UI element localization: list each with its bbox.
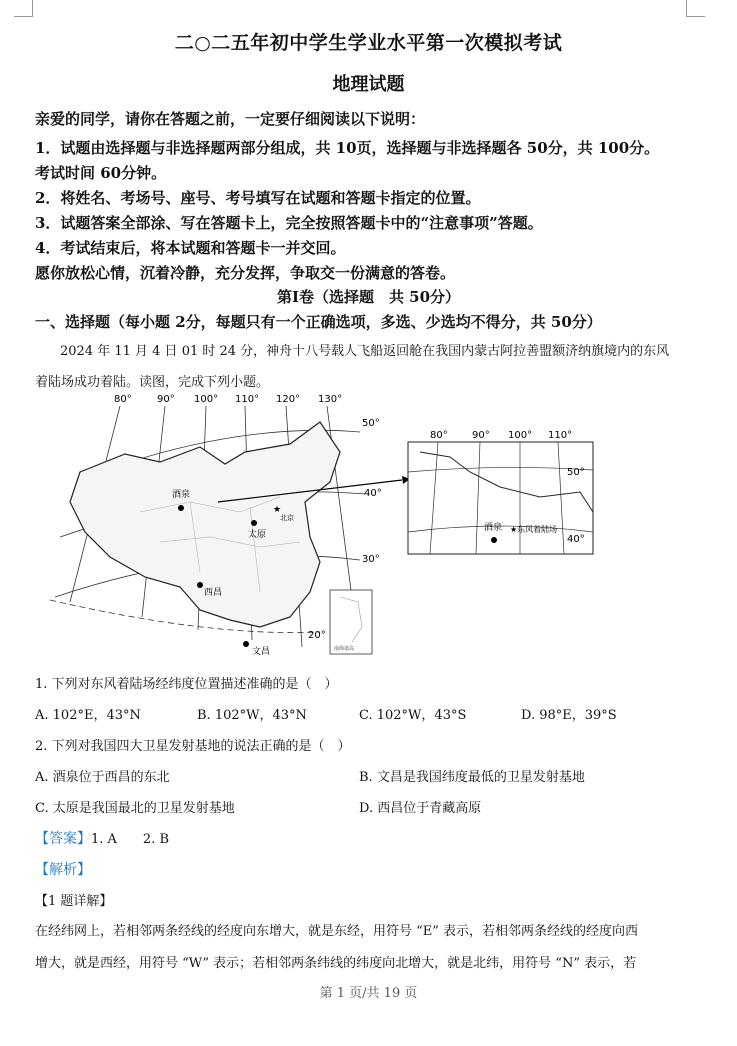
wenchang-dot	[243, 641, 249, 647]
lon-label-90: 90°	[157, 394, 175, 405]
analysis-line-2: 增大，就是西经，用符号 “W” 表示；若相邻两条纬线的纬度向北增大，就是北纬，用符号 “N” 表示，若	[35, 956, 637, 971]
zoom-lon-90: 90°	[472, 430, 490, 441]
xichang-dot	[197, 582, 203, 588]
zoom-box	[408, 442, 593, 554]
zoom-lon-110: 110°	[548, 430, 573, 441]
lat-label-40: 40°	[364, 488, 382, 499]
zoom-lat-50: 50°	[567, 467, 585, 478]
lon-label-100: 100°	[194, 394, 219, 405]
inset-title: 南海诸岛	[334, 646, 355, 652]
q1-option-a: A. 102°E，43°N	[35, 708, 141, 723]
passage-line-1: 2024 年 11 月 4 日 01 时 24 分，神舟十八号载人飞船返回舱在我国内蒙古阿拉善盟额济纳旗境内的东风	[60, 344, 670, 359]
instruction-4: 4．考试结束后，将本试题和答题卡一并交回。	[35, 239, 346, 257]
lat-label-50: 50°	[362, 418, 380, 429]
lat-label-20: 20°	[308, 630, 326, 641]
q2-option-b: B. 文昌是我国纬度最低的卫星发射基地	[359, 770, 585, 785]
city-xichang: 西昌	[204, 588, 223, 598]
lon-label-80: 80°	[114, 394, 132, 405]
jiuquan-dot	[178, 505, 184, 511]
q2-option-c: C. 太原是我国最北的卫星发射基地	[35, 801, 235, 816]
answer-label: 【答案】	[35, 831, 91, 847]
q1-stem: 1. 下列对东风着陆场经纬度位置描述准确的是（ ）	[35, 677, 338, 692]
lon-label-130: 130°	[318, 394, 343, 405]
exam-subtitle: 地理试题	[332, 74, 405, 95]
beijing-star-icon: ★	[273, 505, 282, 515]
page-footer: 第 1 页/共 19 页	[319, 986, 418, 1001]
zoom-lon-100: 100°	[508, 430, 533, 441]
wish-text: 愿你放松心情，沉着冷静，充分发挥，争取交一份满意的答卷。	[35, 264, 456, 282]
zoom-lon-80: 80°	[430, 430, 448, 441]
analysis-label: 【解析】	[35, 862, 91, 878]
lat-label-30: 30°	[362, 554, 380, 565]
city-wenchang: 文昌	[252, 647, 271, 657]
answer-value: 1. A 2. B	[91, 832, 170, 847]
taiyuan-dot	[251, 520, 257, 526]
q1-option-d: D. 98°E，39°S	[521, 708, 617, 723]
section-heading: 第Ⅰ卷（选择题 共 50分）	[276, 288, 461, 306]
instruction-3: 3．试题答案全部涂、写在答题卡上，完全按照答题卡中的“注意事项”答题。	[35, 214, 543, 232]
zoom-city-jiuquan: 酒泉	[484, 523, 503, 533]
q1-option-c: C. 102°W，43°S	[359, 708, 467, 723]
corner-mark-right	[686, 0, 705, 17]
zoom-jiuquan-dot	[491, 537, 497, 543]
lon-label-120: 120°	[276, 394, 301, 405]
q2-option-d: D. 西昌位于青藏高原	[359, 801, 482, 816]
analysis-line-1: 在经纬网上，若相邻两条经线的经度向东增大，就是东经，用符号 “E” 表示，若相邻两条经线的经度向西	[35, 924, 639, 939]
intro-text: 亲爱的同学，请你在答题之前，一定要仔细阅读以下说明：	[35, 110, 426, 128]
detail-label: 【1 题详解】	[35, 894, 113, 909]
q2-option-a: A. 酒泉位于西昌的东北	[35, 770, 170, 785]
city-jiuquan: 酒泉	[172, 490, 191, 500]
q2-stem: 2. 下列对我国四大卫星发射基地的说法正确的是（ ）	[35, 739, 351, 754]
instruction-1b: 考试时间 60分钟。	[35, 164, 167, 182]
china-map-figure	[40, 392, 600, 662]
lon-label-110: 110°	[235, 394, 260, 405]
city-beijing: 北京	[280, 514, 294, 522]
zoom-lat-40: 40°	[567, 534, 585, 545]
corner-mark-left	[14, 0, 33, 17]
passage-line-2: 着陆场成功着陆。读图，完成下列小题。	[35, 375, 270, 390]
instruction-1a: 1．试题由选择题与非选择题两部分组成，共 10页，选择题与非选择题各 50分，共 100分。	[35, 139, 660, 157]
instruction-2: 2．将姓名、考场号、座号、考号填写在试题和答题卡指定的位置。	[35, 189, 481, 207]
city-taiyuan: 太原	[248, 530, 267, 540]
q1-option-b: B. 102°W，43°N	[197, 708, 307, 723]
part1-heading: 一、选择题（每小题 2分，每题只有一个正确选项，多选、少选均不得分，共 50分）	[35, 313, 602, 331]
zoom-landing-site: ★东风着陆场	[510, 525, 558, 534]
answer-line	[35, 828, 169, 848]
exam-title: 二○二五年初中学生学业水平第一次模拟考试	[174, 32, 563, 54]
south-sea-inset	[330, 590, 372, 654]
